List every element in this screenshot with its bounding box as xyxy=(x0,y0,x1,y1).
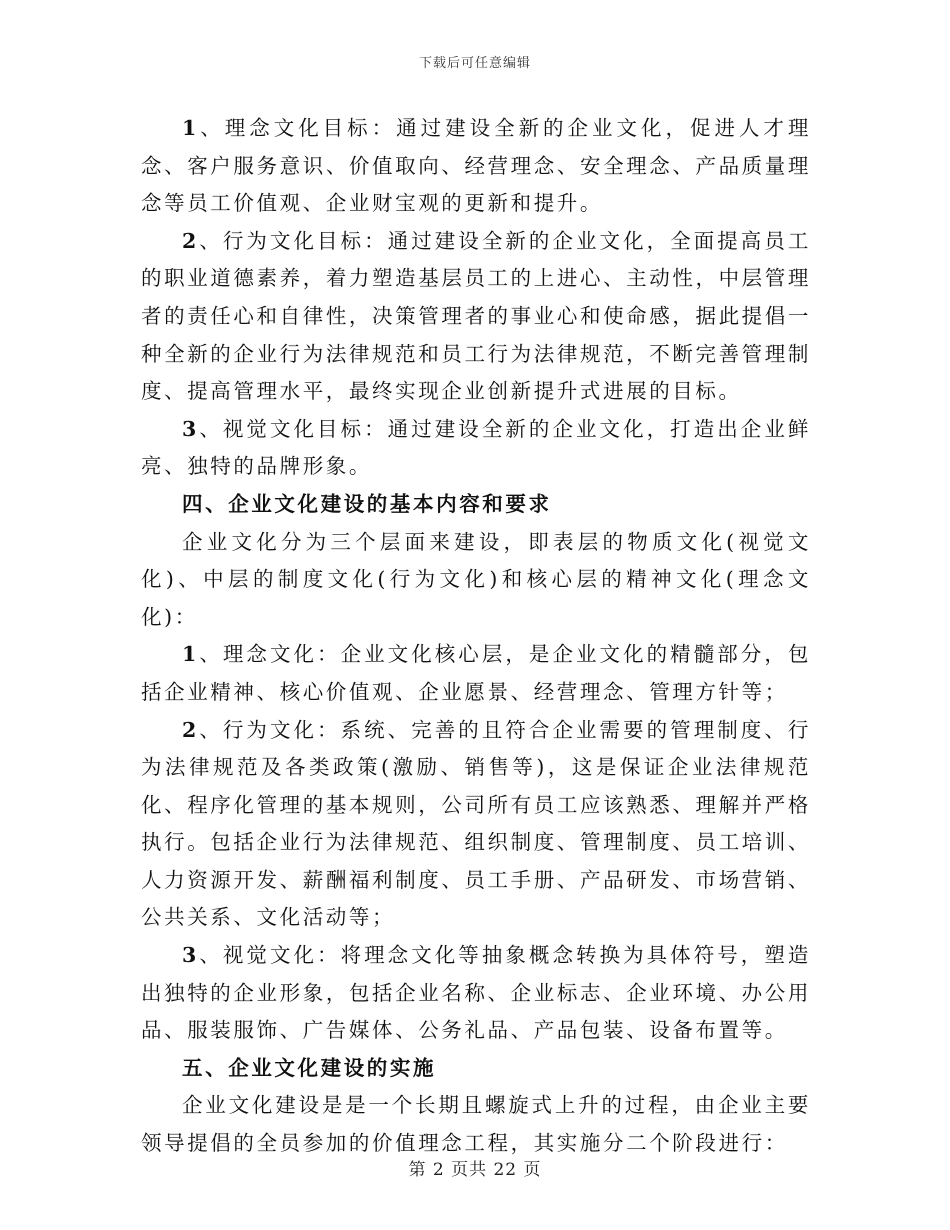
item-number: 1 xyxy=(182,642,199,667)
paragraph-text: 、视觉文化目标：通过建设全新的企业文化，打造出企业鲜亮、独特的品牌形象。 xyxy=(141,416,811,479)
paragraph-text: 、理念文化目标：通过建设全新的企业文化，促进人才理念、客户服务意识、价值取向、经营理念、安全理念、产品质量理念等员工价值观、企业财宝观的更新和提升。 xyxy=(141,116,811,216)
paragraph-text: 、行为文化目标：通过建设全新的企业文化，全面提高员工的职业道德素养，着力塑造基层员工的上进心、主动性，中层管理者的责任心和自律性，决策管理者的事业心和使命感，据此提倡一种全新的企业行为法律规范和员工行为法律规范，不断完善管理制度、提高管理水平，最终实现企业创新提升式进展的目标。 xyxy=(141,228,811,404)
item-number: 1 xyxy=(182,116,199,140)
page-footer: 第 2 页共 22 页 xyxy=(408,1160,542,1180)
item-number: 2 xyxy=(182,228,199,253)
section-heading-5: 五、企业文化建设的实施 xyxy=(182,1055,437,1080)
paragraph-text: 、视觉文化：将理念文化等抽象概念转换为具体符号，塑造出独特的企业形象，包括企业名称、企业标志、企业环境、办公用品、服装服饰、广告媒体、公务礼品、产品包装、设备布置等。 xyxy=(141,943,811,1043)
page-header: 下载后可任意编辑 xyxy=(418,56,531,71)
paragraph-visual-goal xyxy=(141,411,811,486)
section-heading-4: 四、企业文化建设的基本内容和要求 xyxy=(182,491,552,516)
paragraph-behavior-goal xyxy=(141,223,811,411)
item-number: 3 xyxy=(182,416,199,441)
document-body xyxy=(141,110,811,1163)
paragraph-concept-culture xyxy=(141,636,811,711)
item-number: 3 xyxy=(182,943,199,968)
item-number: 2 xyxy=(182,717,199,742)
paragraph-layers-intro: 企业文化分为三个层面来建设，即表层的物质文化(视觉文化)、中层的制度文化(行为文化)和核心层的精神文化(理念文化)： xyxy=(141,529,811,629)
paragraph-implementation-intro: 企业文化建设是是一个长期且螺旋式上升的过程，由企业主要领导提倡的全员参加的价值理念工程，其实施分二个阶段进行： xyxy=(141,1093,811,1156)
paragraph-text: 、行为文化：系统、完善的且符合企业需要的管理制度、行为法律规范及各类政策(激励、销售等)，这是保证企业法律规范化、程序化管理的基本规则，公司所有员工应该熟悉、理解并严格执行。包括企业行为法律规范、组织制度、管理制度、员工培训、人力资源开发、薪酬福利制度、员工手册、产品研发、市场营销、公共关系、文化活动等； xyxy=(141,717,811,930)
paragraph-visual-culture xyxy=(141,937,811,1050)
paragraph-text: 、理念文化：企业文化核心层，是企业文化的精髓部分，包括企业精神、核心价值观、企业愿景、经营理念、管理方针等； xyxy=(141,642,811,704)
paragraph-behavior-culture xyxy=(141,712,811,938)
paragraph-concept-goal xyxy=(141,110,811,223)
